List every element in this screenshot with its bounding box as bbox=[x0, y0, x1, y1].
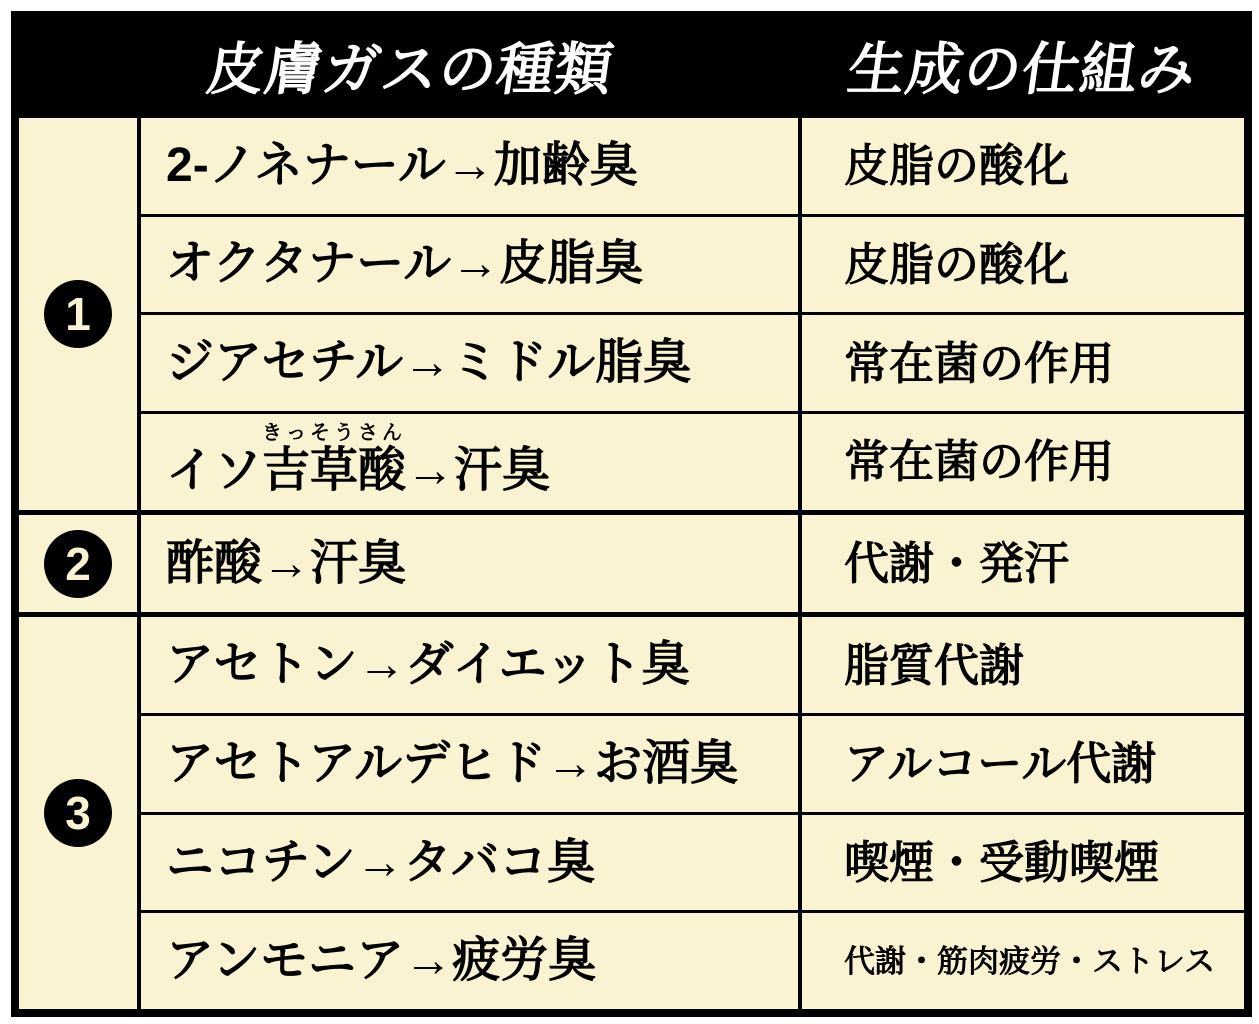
gas-name bbox=[166, 421, 551, 497]
group-rows bbox=[141, 515, 1244, 613]
gas-cell bbox=[141, 118, 802, 214]
gas-name: ジアセチル→ミドル脂臭 bbox=[166, 336, 692, 390]
group-rows bbox=[141, 617, 1244, 1009]
header-cell-gas bbox=[19, 24, 802, 106]
gas-cell bbox=[141, 315, 802, 411]
header-gas-label: 皮膚ガスの種類 bbox=[202, 37, 618, 102]
skin-gas-table bbox=[11, 11, 1252, 1017]
mechanism-cell bbox=[802, 414, 1244, 510]
table-row bbox=[141, 515, 1244, 613]
mechanism-text: アルコール代謝 bbox=[844, 738, 1157, 790]
table-row bbox=[141, 411, 1244, 510]
table-row bbox=[141, 312, 1244, 411]
row-group-3 bbox=[19, 612, 1244, 1009]
gas-name: アセトアルデヒド→お酒臭 bbox=[166, 736, 739, 790]
mechanism-cell bbox=[802, 315, 1244, 411]
table-row bbox=[141, 118, 1244, 214]
mechanism-text: 常在菌の作用 bbox=[844, 436, 1115, 488]
gas-name: オクタナール→皮脂臭 bbox=[166, 237, 644, 291]
mechanism-text: 皮脂の酸化 bbox=[844, 238, 1070, 290]
mechanism-cell bbox=[802, 515, 1244, 613]
row-group-1 bbox=[19, 118, 1244, 510]
gas-cell bbox=[141, 515, 802, 613]
mechanism-cell bbox=[802, 217, 1244, 313]
mechanism-cell bbox=[802, 716, 1244, 812]
gas-cell bbox=[141, 414, 802, 510]
group-number-label: 3 bbox=[65, 787, 91, 840]
mechanism-text: 喫煙・受動喫煙 bbox=[844, 837, 1160, 889]
gas-name: 酢酸→汗臭 bbox=[166, 536, 407, 590]
mechanism-text: 代謝・筋肉疲労・ストレス bbox=[844, 943, 1216, 979]
mechanism-cell bbox=[802, 617, 1244, 713]
mechanism-text: 代謝・発汗 bbox=[844, 538, 1070, 589]
gas-name: 2-ノネナール→加齢臭 bbox=[166, 138, 638, 192]
group-number-badge bbox=[44, 280, 112, 348]
mechanism-cell bbox=[802, 815, 1244, 911]
gas-name-part: イソ bbox=[166, 443, 263, 497]
ruby-base: 吉草酸 きっそうさん bbox=[262, 421, 407, 497]
table-header bbox=[19, 11, 1244, 118]
group-number-cell bbox=[19, 118, 141, 510]
gas-cell bbox=[141, 617, 802, 713]
header-mechanism-label: 生成の仕組み bbox=[843, 37, 1201, 102]
table-row bbox=[141, 812, 1244, 911]
gas-name-part: →汗臭 bbox=[406, 443, 551, 497]
table-row bbox=[141, 713, 1244, 812]
header-cell-mechanism bbox=[802, 24, 1244, 106]
table-body bbox=[19, 118, 1244, 1009]
group-number-label: 1 bbox=[65, 287, 91, 340]
group-number-badge bbox=[44, 530, 112, 598]
group-number-badge bbox=[44, 779, 112, 847]
gas-cell bbox=[141, 716, 802, 812]
furigana-label: きっそうさん bbox=[262, 421, 407, 444]
gas-name: ニコチン→タバコ臭 bbox=[166, 835, 596, 889]
group-number-label: 2 bbox=[65, 537, 91, 590]
group-number-cell bbox=[19, 515, 141, 613]
table-row bbox=[141, 214, 1244, 313]
gas-cell bbox=[141, 815, 802, 911]
row-group-2 bbox=[19, 510, 1244, 613]
gas-cell bbox=[141, 217, 802, 313]
group-rows bbox=[141, 118, 1244, 510]
mechanism-cell bbox=[802, 913, 1244, 1009]
mechanism-cell bbox=[802, 118, 1244, 214]
gas-name: アセトン→ダイエット臭 bbox=[166, 638, 690, 692]
mechanism-text: 皮脂の酸化 bbox=[844, 140, 1070, 192]
group-number-cell bbox=[19, 617, 141, 1009]
table-row bbox=[141, 910, 1244, 1009]
mechanism-text: 常在菌の作用 bbox=[844, 337, 1115, 389]
table-row bbox=[141, 617, 1244, 713]
gas-name: アンモニア→疲労臭 bbox=[166, 934, 597, 988]
gas-cell bbox=[141, 913, 802, 1009]
mechanism-text: 脂質代謝 bbox=[844, 639, 1025, 691]
